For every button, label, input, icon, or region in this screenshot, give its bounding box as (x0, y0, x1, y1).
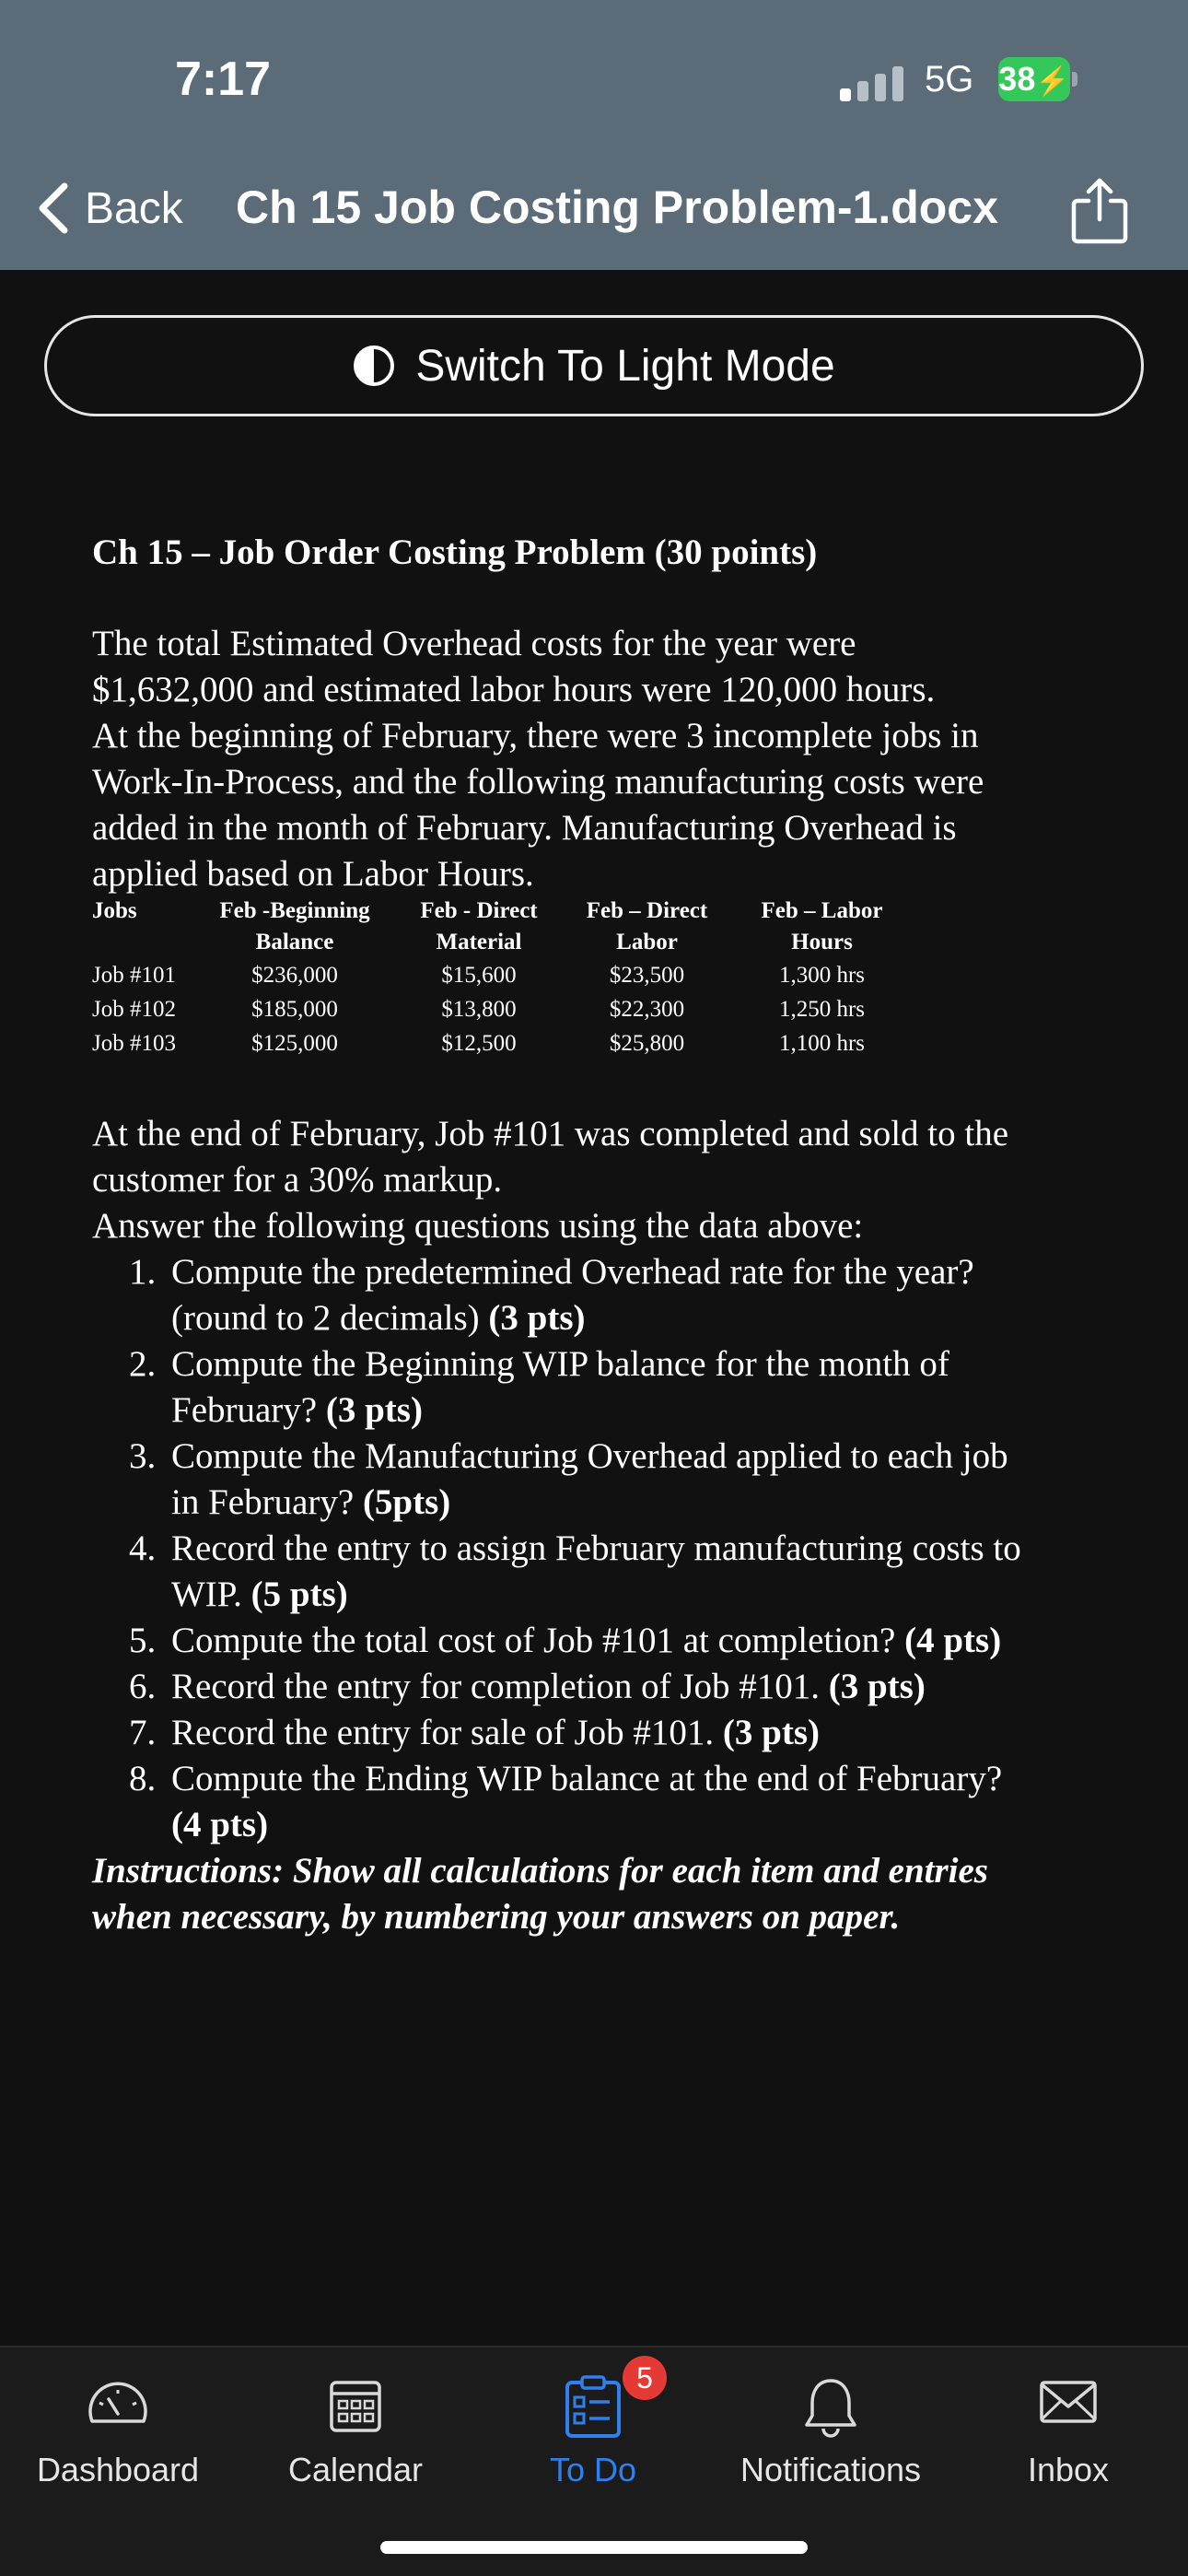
list-item (129, 1664, 1114, 1710)
column-header: Feb – Labor Hours (761, 898, 883, 954)
contrast-icon (353, 345, 395, 387)
todo-icon (564, 2375, 623, 2440)
question-points: (5pts) (362, 1482, 451, 1522)
table-cell: $13,800 (441, 997, 517, 1022)
list-item (129, 1618, 1114, 1664)
list-item (129, 1710, 1114, 1756)
table-cell: $12,500 (441, 1031, 517, 1056)
question-points: (3 pts) (488, 1298, 586, 1338)
battery-level: 38 (998, 60, 1036, 98)
tab-inbox[interactable] (976, 2348, 1160, 2495)
charging-bolt-icon: ⚡ (1035, 66, 1070, 97)
question-text: Compute the total cost of Job #101 at completion? (171, 1621, 905, 1660)
instructions-line: Instructions: Show all calculations for each item and entries (92, 1851, 988, 1891)
text-line: added in the month of February. Manufacturing Overhead is (92, 808, 957, 848)
list-item (129, 1341, 1114, 1434)
question-number: 7. (129, 1713, 157, 1752)
question-points: (3 pts) (828, 1667, 926, 1706)
question-number: 1. (129, 1252, 157, 1292)
table-cell: $25,800 (609, 1031, 685, 1056)
todo-count-badge: 5 (623, 2356, 667, 2400)
table-cell: 1,250 hrs (778, 997, 866, 1022)
list-item (129, 1434, 1114, 1526)
text-line: The total Estimated Overhead costs for the year were (92, 624, 856, 663)
question-number: 3. (129, 1436, 157, 1476)
table-row (92, 1026, 912, 1060)
question-number: 4. (129, 1528, 157, 1568)
column-header: Feb – Direct Labor (586, 898, 708, 954)
table-row (92, 992, 912, 1026)
column-header: Feb -Beginning Balance (219, 898, 370, 954)
gauge-icon (83, 2375, 153, 2430)
tab-notifications[interactable] (726, 2348, 936, 2495)
question-text: (round to 2 decimals) (171, 1298, 489, 1338)
questions-section (92, 1111, 1114, 1940)
questions-list (92, 1249, 1114, 1848)
tab-label: Notifications (740, 2451, 922, 2488)
text-line: At the end of February, Job #101 was completed and sold to the (92, 1114, 1009, 1153)
chevron-left-icon (31, 181, 74, 236)
question-points: (4 pts) (171, 1805, 269, 1844)
text-line: customer for a 30% markup. (92, 1160, 503, 1200)
text-line: applied based on Labor Hours. (92, 854, 534, 894)
envelope-icon (1039, 2375, 1098, 2427)
battery-nub (1072, 72, 1077, 87)
table-cell: $22,300 (609, 997, 685, 1022)
question-number: 2. (129, 1344, 157, 1384)
network-type: 5G (925, 59, 974, 100)
text-line: At the beginning of February, there were 3 incomplete jobs in (92, 716, 979, 755)
table-cell: $125,000 (251, 1031, 338, 1056)
list-item (129, 1526, 1114, 1618)
question-number: 6. (129, 1667, 157, 1706)
table-row (92, 958, 912, 992)
back-label: Back (85, 183, 183, 233)
question-points: (3 pts) (722, 1713, 821, 1752)
table-cell: 1,100 hrs (778, 1031, 866, 1056)
back-button[interactable] (31, 181, 183, 236)
question-text: Record the entry for completion of Job #101. (171, 1667, 829, 1706)
question-text: Record the entry for sale of Job #101. (171, 1713, 723, 1752)
column-header: Feb - Direct Material (420, 898, 538, 954)
top-header (0, 0, 1188, 270)
question-number: 5. (129, 1621, 157, 1660)
question-text: Compute the Ending WIP balance at the end of February? (171, 1759, 1003, 1798)
question-text: in February? (171, 1482, 363, 1522)
instructions-line: when necessary, by numbering your answers on paper. (92, 1897, 901, 1937)
table-cell: Job #101 (92, 963, 176, 988)
column-header: Jobs (92, 898, 137, 923)
document-heading: Ch 15 – Job Order Costing Problem (30 points) (92, 533, 818, 572)
question-points: (5 pts) (250, 1575, 348, 1614)
question-text: WIP. (171, 1575, 251, 1614)
table-header-row (92, 896, 912, 958)
tab-label: Inbox (1027, 2451, 1110, 2488)
question-text: February? (171, 1390, 326, 1430)
question-points: (3 pts) (325, 1390, 423, 1430)
table-cell: Job #102 (92, 997, 176, 1022)
text-line: Answer the following questions using the data above: (92, 1206, 864, 1246)
table-cell: $15,600 (441, 963, 517, 988)
table-cell: $185,000 (251, 997, 338, 1022)
tab-label: Calendar (287, 2451, 424, 2488)
question-points: (4 pts) (904, 1621, 1002, 1660)
switch-light-mode-button[interactable] (44, 315, 1144, 416)
question-text: Compute the Manufacturing Overhead applied to each job (171, 1436, 1008, 1476)
calendar-icon (328, 2375, 383, 2434)
table-cell: $23,500 (609, 963, 685, 988)
tab-calendar[interactable] (263, 2348, 448, 2495)
document-title: Ch 15 Job Costing Problem-1.docx (236, 181, 998, 233)
list-item (129, 1249, 1114, 1341)
bell-icon (801, 2375, 860, 2440)
job-costs-table (92, 896, 912, 1060)
table-cell: Job #103 (92, 1031, 176, 1056)
text-line: Work-In-Process, and the following manufacturing costs were (92, 762, 984, 802)
switch-light-mode-label: Switch To Light Mode (415, 341, 835, 391)
table-cell: 1,300 hrs (778, 963, 866, 988)
tab-dashboard[interactable] (26, 2348, 210, 2495)
table-cell: $236,000 (251, 963, 338, 988)
status-time: 7:17 (175, 53, 272, 106)
intro-paragraph (92, 621, 1114, 897)
text-line: $1,632,000 and estimated labor hours were 120,000 hours. (92, 670, 936, 709)
tab-label: Dashboard (36, 2451, 200, 2488)
list-item (129, 1756, 1114, 1848)
question-number: 8. (129, 1759, 157, 1798)
question-text: Compute the predetermined Overhead rate for the year? (171, 1252, 974, 1292)
battery-indicator (998, 57, 1070, 101)
document-body (92, 525, 1114, 897)
question-text: Compute the Beginning WIP balance for the month of (171, 1344, 949, 1384)
share-icon[interactable] (1066, 175, 1133, 245)
tab-label: To Do (549, 2451, 637, 2488)
home-indicator (380, 2541, 808, 2554)
signal-strength-icon (840, 64, 904, 101)
question-text: Record the entry to assign February manufacturing costs to (171, 1528, 1021, 1568)
